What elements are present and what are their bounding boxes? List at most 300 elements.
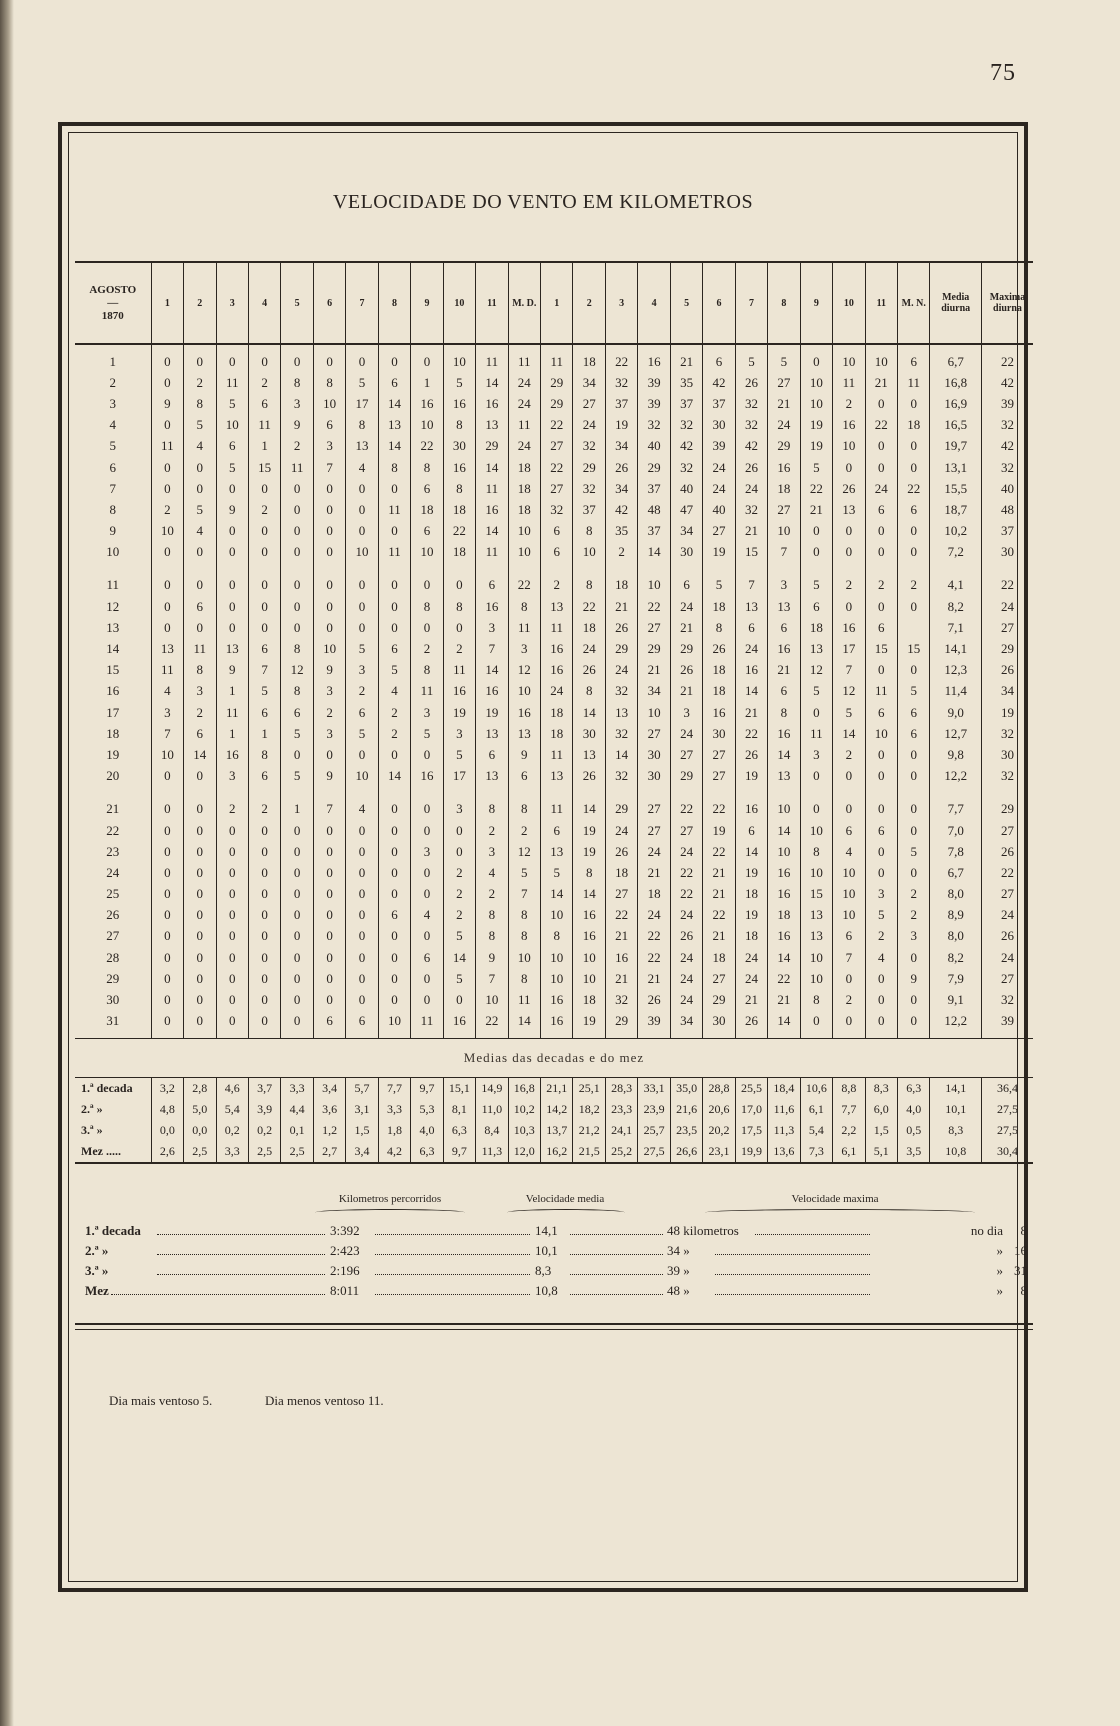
gap-cell (411, 787, 443, 799)
hour-value-cell: 0 (833, 457, 865, 478)
gap-cell (281, 787, 313, 799)
decade-mean-cell: 6,3 (411, 1141, 443, 1163)
hour-value-cell: 21 (605, 968, 637, 989)
hour-value-cell: 0 (898, 660, 930, 681)
hour-value-cell: 8 (443, 596, 475, 617)
hour-value-cell: 32 (735, 499, 767, 520)
decade-mean-cell: 21,6 (670, 1099, 702, 1120)
hour-header: 3 (605, 262, 637, 344)
hour-value-cell: 7 (476, 638, 508, 659)
hour-header: 1 (541, 262, 573, 344)
decade-mean-cell: 3,5 (898, 1141, 930, 1163)
hour-value-cell: 4 (184, 436, 216, 457)
hour-value-cell: 24 (670, 596, 702, 617)
hour-value-cell: 0 (151, 968, 183, 989)
hour-value-cell: 11 (443, 660, 475, 681)
gap-cell (313, 787, 345, 799)
hour-value-cell: 0 (281, 989, 313, 1010)
hour-header: 9 (800, 262, 832, 344)
hour-value-cell: 37 (638, 521, 670, 542)
gap-cell (541, 787, 573, 799)
hour-value-cell: 27 (541, 478, 573, 499)
hour-value-cell: 7 (833, 660, 865, 681)
hour-value-cell: 13 (833, 499, 865, 520)
gap-cell (930, 563, 981, 575)
gap-cell (541, 563, 573, 575)
hour-value-cell: 0 (833, 521, 865, 542)
maxima-cell: 22 (981, 344, 1033, 372)
hour-value-cell: 1 (216, 723, 248, 744)
km-value: 3:392 (330, 1223, 360, 1238)
hour-value-cell: 0 (248, 841, 280, 862)
hour-value-cell: 0 (865, 841, 897, 862)
hour-value-cell: 11 (541, 744, 573, 765)
leader-dots (570, 1234, 663, 1235)
maxima-cell: 29 (981, 799, 1033, 820)
media-cell: 8,0 (930, 884, 981, 905)
day-cell: 3 (109, 395, 117, 411)
table-row (75, 415, 1033, 436)
hour-value-cell: 0 (833, 799, 865, 820)
hour-value-cell: 24 (735, 638, 767, 659)
hour-value-cell: 16 (768, 884, 800, 905)
leader-dots (715, 1294, 870, 1295)
hour-value-cell: 16 (216, 744, 248, 765)
hour-value-cell: 0 (833, 596, 865, 617)
hour-value-cell: 21 (670, 617, 702, 638)
hour-value-cell: 0 (184, 968, 216, 989)
hour-value-cell: 16 (735, 799, 767, 820)
hour-value-cell: 27 (638, 820, 670, 841)
hour-value-cell: 5 (508, 862, 540, 883)
hour-value-cell: 30 (670, 542, 702, 563)
hour-value-cell: 10 (833, 862, 865, 883)
hour-value-cell: 0 (313, 947, 345, 968)
decade-mean-cell: 7,3 (800, 1141, 832, 1163)
hour-value-cell: 5 (443, 968, 475, 989)
hour-value-cell: 0 (833, 766, 865, 787)
hour-value-cell: 18 (703, 947, 735, 968)
hour-value-cell: 19 (735, 862, 767, 883)
hour-value-cell: 0 (898, 947, 930, 968)
day-cell: 29 (106, 970, 120, 986)
decade-mean-cell: 35,0 (670, 1077, 702, 1099)
gap-cell (605, 563, 637, 575)
hour-value-cell: 2 (281, 436, 313, 457)
table-row (75, 521, 1033, 542)
hour-value-cell: 24 (703, 478, 735, 499)
hour-value-cell: 18 (703, 596, 735, 617)
hour-value-cell: 0 (184, 344, 216, 372)
gap-cell (75, 787, 151, 799)
gap-cell (833, 787, 865, 799)
hour-value-cell: 2 (411, 638, 443, 659)
hour-value-cell: 0 (248, 1011, 280, 1032)
hour-value-cell: 0 (151, 575, 183, 596)
hour-value-cell: 0 (281, 542, 313, 563)
decade-label: Mez ..... (75, 1141, 151, 1163)
hour-value-cell: 0 (378, 744, 410, 765)
hour-value-cell: 0 (151, 478, 183, 499)
table-row (75, 905, 1033, 926)
hour-value-cell: 22 (443, 521, 475, 542)
hour-value-cell: 13 (476, 723, 508, 744)
decade-mean-cell: 11,3 (768, 1120, 800, 1141)
hour-value-cell: 0 (443, 841, 475, 862)
hour-value-cell: 8 (411, 457, 443, 478)
hour-value-cell: 10 (833, 884, 865, 905)
hour-value-cell: 26 (605, 841, 637, 862)
hour-header: 6 (703, 262, 735, 344)
decade-mean-cell: 2,8 (184, 1077, 216, 1099)
leader-dots (375, 1294, 530, 1295)
hour-value-cell: 0 (281, 968, 313, 989)
hour-value-cell: 0 (184, 989, 216, 1010)
hour-value-cell: 22 (703, 841, 735, 862)
hour-value-cell: 0 (898, 393, 930, 414)
hour-value-cell: 15 (865, 638, 897, 659)
hour-value-cell: 0 (216, 841, 248, 862)
hour-value-cell: 0 (865, 766, 897, 787)
hour-value-cell: 22 (638, 926, 670, 947)
hour-value-cell: 21 (670, 344, 702, 372)
hour-value-cell: 27 (703, 766, 735, 787)
table-row (75, 638, 1033, 659)
hour-value-cell: 15 (800, 884, 832, 905)
day-cell: 20 (106, 768, 120, 784)
hour-value-cell: 10 (508, 521, 540, 542)
maxima-cell: 27 (981, 820, 1033, 841)
hour-value-cell: 8 (281, 638, 313, 659)
media-cell: 13,1 (930, 457, 981, 478)
hour-value-cell: 6 (378, 905, 410, 926)
hour-value-cell: 0 (248, 926, 280, 947)
hour-value-cell: 0 (378, 478, 410, 499)
summary-row (75, 1283, 1033, 1303)
hour-value-cell: 27 (703, 521, 735, 542)
header-dash: — (107, 296, 119, 309)
hour-value-cell: 3 (898, 926, 930, 947)
hour-value-cell: 11 (151, 436, 183, 457)
hour-value-cell: 10 (476, 989, 508, 1010)
hour-value-cell: 16 (768, 457, 800, 478)
table-row (75, 1011, 1033, 1032)
hour-value-cell: 27 (703, 744, 735, 765)
hour-value-cell: 22 (638, 947, 670, 968)
hour-value-cell: 18 (703, 681, 735, 702)
media-cell: 8,0 (930, 926, 981, 947)
hour-value-cell: 19 (800, 436, 832, 457)
hour-value-cell: 0 (378, 521, 410, 542)
hour-value-cell: 2 (443, 884, 475, 905)
hour-header: 9 (411, 262, 443, 344)
day-cell: 10 (106, 544, 120, 560)
hour-value-cell: 24 (768, 415, 800, 436)
day-cell: 15 (106, 662, 120, 678)
hour-value-cell: 8 (184, 660, 216, 681)
decade-media-cell: 10,1 (930, 1099, 981, 1120)
hour-value-cell: 8 (476, 905, 508, 926)
hour-value-cell: 0 (151, 884, 183, 905)
hour-value-cell: 0 (313, 521, 345, 542)
day-prefix: no dia (970, 1223, 1003, 1238)
decade-mean-cell: 2,5 (281, 1141, 313, 1163)
day-cell: 12 (106, 598, 120, 614)
maxima-cell: 27 (981, 968, 1033, 989)
leader-dots (755, 1234, 870, 1235)
hour-value-cell: 0 (865, 596, 897, 617)
hour-value-cell: 27 (670, 744, 702, 765)
hour-value-cell: 0 (411, 744, 443, 765)
hour-value-cell: 0 (151, 617, 183, 638)
hour-value-cell: 24 (735, 947, 767, 968)
hour-value-cell: 30 (443, 436, 475, 457)
decade-mean-cell: 23,1 (703, 1141, 735, 1163)
hour-value-cell: 11 (541, 799, 573, 820)
hour-value-cell: 11 (508, 415, 540, 436)
hour-value-cell: 0 (216, 521, 248, 542)
media-cell: 7,2 (930, 542, 981, 563)
maxima-cell: 30 (981, 542, 1033, 563)
decade-mean-cell: 5,4 (216, 1099, 248, 1120)
decade-mean-cell: 0,5 (898, 1120, 930, 1141)
hour-value-cell: 0 (248, 947, 280, 968)
hour-value-cell: 24 (638, 841, 670, 862)
hour-value-cell: 24 (670, 989, 702, 1010)
table-row (75, 660, 1033, 681)
hour-value-cell: 11 (541, 617, 573, 638)
hour-value-cell: 30 (703, 415, 735, 436)
hour-value-cell: 0 (248, 344, 280, 372)
hour-value-cell: 13 (573, 744, 605, 765)
gap-cell (573, 563, 605, 575)
hour-value-cell: 0 (898, 744, 930, 765)
hour-value-cell: 18 (443, 499, 475, 520)
hour-value-cell: 8 (411, 596, 443, 617)
hour-value-cell: 6 (248, 393, 280, 414)
hour-value-cell: 16 (508, 702, 540, 723)
hour-value-cell: 0 (346, 989, 378, 1010)
hour-value-cell: 0 (313, 989, 345, 1010)
media-cell: 16,5 (930, 415, 981, 436)
decade-mean-cell: 24,1 (605, 1120, 637, 1141)
hour-value-cell: 13 (151, 638, 183, 659)
hour-value-cell: 0 (346, 344, 378, 372)
decade-mean-cell: 10,2 (508, 1099, 540, 1120)
hour-value-cell: 6 (184, 723, 216, 744)
maxima-cell: 22 (981, 862, 1033, 883)
hour-value-cell: 22 (573, 596, 605, 617)
hour-value-cell: 27 (703, 968, 735, 989)
decade-mean-cell: 9,7 (411, 1077, 443, 1099)
maxima-diurna-header-line2: diurna (993, 303, 1022, 314)
hour-value-cell: 19 (800, 415, 832, 436)
decade-mean-row (75, 1077, 1033, 1099)
hour-value-cell: 0 (151, 820, 183, 841)
hour-value-cell: 16 (833, 617, 865, 638)
hour-value-cell: 6 (703, 344, 735, 372)
max-value: 48 » (667, 1283, 690, 1298)
hour-value-cell: 6 (898, 702, 930, 723)
day-cell: 7 (109, 480, 117, 496)
hour-value-cell: 11 (865, 681, 897, 702)
hour-value-cell: 0 (281, 905, 313, 926)
hour-value-cell: 35 (670, 372, 702, 393)
hour-value-cell: 6 (898, 723, 930, 744)
hour-value-cell: 0 (346, 744, 378, 765)
hour-value-cell: 8 (768, 702, 800, 723)
velocity-value: 8,3 (535, 1263, 552, 1278)
hour-value-cell: 0 (281, 744, 313, 765)
decade-mean-cell: 26,6 (670, 1141, 702, 1163)
hour-value-cell: 14 (443, 947, 475, 968)
hour-value-cell: 14 (476, 457, 508, 478)
hour-value-cell: 0 (216, 575, 248, 596)
hour-value-cell: 8 (346, 415, 378, 436)
day-cell: 26 (106, 907, 120, 923)
velocity-value: 10,1 (535, 1243, 558, 1258)
hour-value-cell: 0 (346, 617, 378, 638)
hour-value-cell: 2 (476, 884, 508, 905)
hour-value-cell: 22 (541, 457, 573, 478)
hour-value-cell: 39 (638, 372, 670, 393)
hour-value-cell: 10 (541, 947, 573, 968)
hour-value-cell: 18 (573, 344, 605, 372)
hour-value-cell: 7 (735, 575, 767, 596)
hour-value-cell: 5 (281, 766, 313, 787)
decade-mean-cell: 16,8 (508, 1077, 540, 1099)
hour-value-cell: 14 (768, 947, 800, 968)
hour-value-cell: 0 (346, 905, 378, 926)
hour-value-cell: 0 (216, 542, 248, 563)
hour-value-cell: 29 (605, 638, 637, 659)
hour-value-cell: 10 (768, 521, 800, 542)
hour-value-cell: 0 (411, 344, 443, 372)
hour-value-cell: 0 (346, 884, 378, 905)
hour-value-cell: 0 (151, 1011, 183, 1032)
hour-value-cell: 5 (833, 702, 865, 723)
hour-value-cell: 11 (378, 499, 410, 520)
windiest-day-note: Dia mais ventoso 5. (109, 1393, 213, 1408)
hour-value-cell: 0 (216, 947, 248, 968)
hour-value-cell: 0 (281, 575, 313, 596)
leader-dots (157, 1274, 325, 1275)
decade-mean-cell: 5,7 (346, 1077, 378, 1099)
decade-gap (75, 787, 1033, 799)
hour-value-cell: 4 (346, 457, 378, 478)
book-spine-shadow (0, 0, 14, 1726)
velocity-heading: Velocidade media (525, 1193, 605, 1205)
hour-value-cell: 24 (508, 436, 540, 457)
hour-value-cell: 3 (865, 884, 897, 905)
hour-value-cell: 21 (638, 968, 670, 989)
wind-speed-table (75, 261, 1033, 1164)
gap-cell (216, 563, 248, 575)
gap-cell (75, 563, 151, 575)
decade-mean-cell: 3,4 (346, 1141, 378, 1163)
hour-value-cell: 12 (508, 660, 540, 681)
hour-value-cell: 0 (184, 905, 216, 926)
hour-value-cell: 34 (573, 372, 605, 393)
hour-value-cell: 17 (833, 638, 865, 659)
table-row (75, 478, 1033, 499)
decade-mean-cell: 14,9 (476, 1077, 508, 1099)
hour-value-cell: 6 (508, 766, 540, 787)
hour-value-cell: 11 (476, 344, 508, 372)
hour-value-cell: 10 (508, 947, 540, 968)
hour-value-cell: 19 (573, 820, 605, 841)
hour-value-cell: 2 (378, 723, 410, 744)
hour-value-cell: 10 (768, 841, 800, 862)
hour-header: 10 (833, 262, 865, 344)
table-row (75, 372, 1033, 393)
day-cell: 18 (106, 725, 120, 741)
hour-value-cell: 0 (411, 820, 443, 841)
hour-value-cell: 18 (605, 862, 637, 883)
hour-value-cell: 10 (833, 436, 865, 457)
hour-value-cell: 24 (670, 968, 702, 989)
hour-value-cell: 4 (378, 681, 410, 702)
hour-value-cell: 22 (703, 799, 735, 820)
hour-value-cell: 40 (703, 499, 735, 520)
hour-value-cell: 10 (833, 905, 865, 926)
hour-value-cell: 8 (573, 862, 605, 883)
decade-mean-cell: 28,3 (605, 1077, 637, 1099)
day-prefix: » (996, 1243, 1003, 1258)
gap-cell (833, 563, 865, 575)
hour-value-cell: 0 (248, 478, 280, 499)
hour-value-cell: 0 (151, 457, 183, 478)
hour-value-cell: 8 (443, 415, 475, 436)
hour-value-cell: 19 (573, 1011, 605, 1032)
hour-value-cell: 17 (443, 766, 475, 787)
hour-value-cell: 0 (378, 841, 410, 862)
hour-value-cell: 7 (248, 660, 280, 681)
hour-value-cell: 5 (898, 681, 930, 702)
hour-value-cell: 22 (768, 968, 800, 989)
decade-mean-cell: 20,2 (703, 1120, 735, 1141)
hour-header: 1 (151, 262, 183, 344)
hour-header: 10 (443, 262, 475, 344)
hour-value-cell: 11 (476, 542, 508, 563)
hour-value-cell: 9 (313, 660, 345, 681)
hour-value-cell: 3 (313, 436, 345, 457)
hour-value-cell: 8 (476, 799, 508, 820)
hour-header: 8 (378, 262, 410, 344)
hour-value-cell: 0 (898, 436, 930, 457)
hour-value-cell: 0 (281, 947, 313, 968)
month-year-header (75, 262, 151, 344)
decade-mean-cell: 2,5 (248, 1141, 280, 1163)
hour-value-cell: 2 (898, 905, 930, 926)
hour-value-cell: 9 (216, 499, 248, 520)
hour-header: M. D. (508, 262, 540, 344)
hour-value-cell: 16 (476, 596, 508, 617)
decade-mean-cell: 18,2 (573, 1099, 605, 1120)
hour-value-cell: 0 (151, 542, 183, 563)
hour-value-cell: 14 (541, 884, 573, 905)
hour-value-cell: 26 (670, 926, 702, 947)
hour-value-cell: 2 (184, 702, 216, 723)
hour-value-cell: 22 (476, 1011, 508, 1032)
media-cell: 7,0 (930, 820, 981, 841)
hour-value-cell: 0 (411, 926, 443, 947)
hour-value-cell: 16 (411, 766, 443, 787)
hour-value-cell: 16 (768, 926, 800, 947)
hour-value-cell: 5 (216, 393, 248, 414)
hour-value-cell: 0 (313, 862, 345, 883)
hour-header: 2 (573, 262, 605, 344)
